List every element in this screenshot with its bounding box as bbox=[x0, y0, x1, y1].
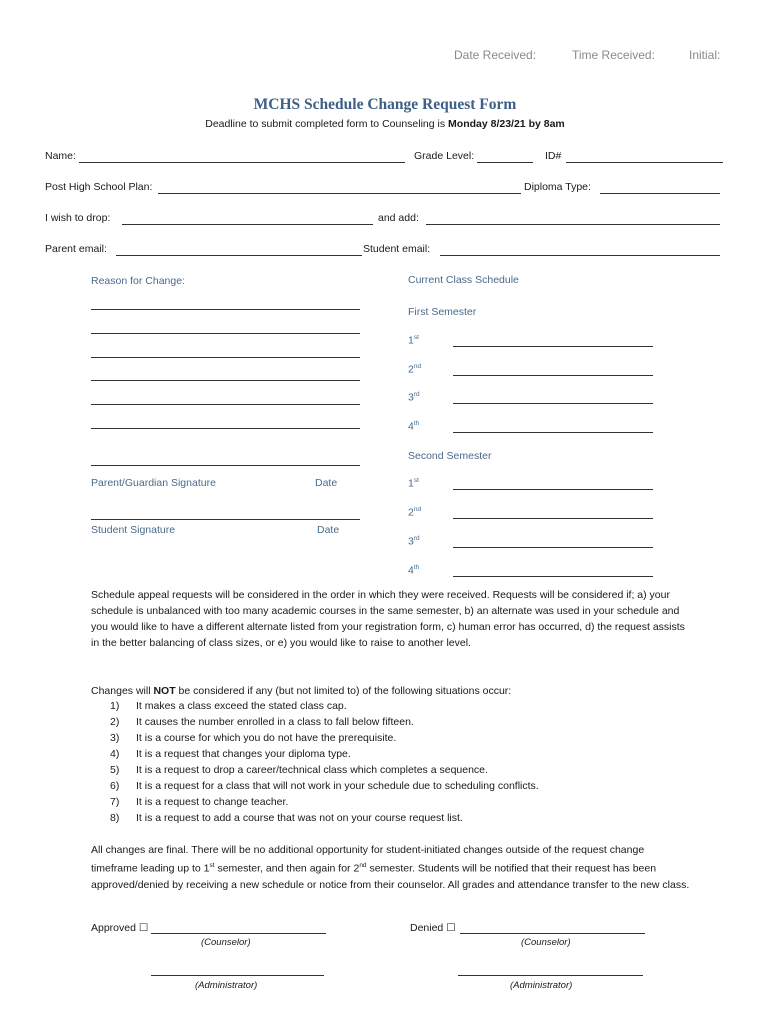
denied-label: Denied ☐ bbox=[410, 922, 456, 934]
student-signature-label: Student Signature bbox=[91, 524, 176, 536]
reason-line-3[interactable] bbox=[91, 357, 360, 358]
second-period-1-field[interactable] bbox=[453, 489, 653, 490]
name-label: Name: bbox=[45, 150, 76, 162]
student-email-field[interactable] bbox=[440, 255, 720, 256]
second-period-3-label: 3rd bbox=[408, 535, 420, 548]
first-period-4-field[interactable] bbox=[453, 432, 653, 433]
first-semester-label: First Semester bbox=[408, 306, 477, 318]
reason-line-5[interactable] bbox=[91, 404, 360, 405]
reason-line-2[interactable] bbox=[91, 333, 360, 334]
list-item: 3) It is a course for which you do not have the prerequisite. bbox=[110, 732, 397, 744]
student-date-label: Date bbox=[317, 524, 340, 536]
add-field[interactable] bbox=[426, 224, 720, 225]
page-title: MCHS Schedule Change Request Form bbox=[253, 96, 517, 113]
list-item: 1) It makes a class exceed the stated class cap. bbox=[110, 700, 347, 712]
id-label: ID# bbox=[545, 150, 562, 162]
second-period-4-label: 4th bbox=[408, 564, 420, 577]
parent-email-field[interactable] bbox=[116, 255, 362, 256]
first-period-4-label: 4th bbox=[408, 420, 420, 433]
second-period-4-field[interactable] bbox=[453, 576, 653, 577]
drop-field[interactable] bbox=[122, 224, 373, 225]
denied-admin-line[interactable] bbox=[458, 975, 643, 976]
deadline-prefix: Deadline to submit completed form to Counseling is bbox=[205, 118, 449, 130]
approved-checkbox[interactable]: ☐ bbox=[138, 922, 149, 934]
list-item: 6) It is a request for a class that will not work in your schedule due to scheduling conflicts. bbox=[110, 780, 539, 792]
second-period-2-label: 2nd bbox=[408, 506, 422, 519]
parent-signature-line[interactable] bbox=[91, 465, 360, 466]
drop-label: I wish to drop: bbox=[45, 212, 111, 224]
list-item: 2) It causes the number enrolled in a class to fall below fifteen. bbox=[110, 716, 414, 728]
first-period-3-label: 3rd bbox=[408, 391, 420, 404]
denied-counselor-label: (Counselor) bbox=[521, 937, 571, 948]
deadline-text bbox=[0, 118, 770, 130]
student-signature-line[interactable] bbox=[91, 519, 360, 520]
approved-admin-label: (Administrator) bbox=[195, 980, 258, 991]
student-email-label: Student email: bbox=[363, 243, 431, 255]
add-label: and add: bbox=[378, 212, 419, 224]
reason-line-1[interactable] bbox=[91, 309, 360, 310]
time-received-label: Time Received: bbox=[572, 48, 655, 62]
final-paragraph: All changes are final. There will be no additional opportunity for student-initiated changes outside of the request change timeframe leading up to 1st semester, and then again for 2nd semester. Students will be notified that their request has been approved/denied by receiving a new schedule or notice from their counselor. All grades and attendance transfer to the new class. bbox=[91, 844, 690, 891]
denied-admin-label: (Administrator) bbox=[510, 980, 573, 991]
first-period-1-label: 1st bbox=[408, 334, 419, 347]
reason-line-6[interactable] bbox=[91, 428, 360, 429]
list-item: 8) It is a request to add a course that was not on your course request list. bbox=[110, 812, 463, 824]
date-received-label: Date Received: bbox=[454, 48, 537, 62]
diploma-label: Diploma Type: bbox=[524, 181, 591, 193]
post-hs-label: Post High School Plan: bbox=[45, 181, 153, 193]
reason-label: Reason for Change: bbox=[91, 275, 185, 287]
first-period-2-label: 2nd bbox=[408, 363, 422, 376]
grade-label: Grade Level: bbox=[414, 150, 475, 162]
approved-label: Approved ☐ bbox=[91, 922, 149, 934]
deadline-date: Monday 8/23/21 by 8am bbox=[448, 118, 565, 130]
grade-field[interactable] bbox=[477, 162, 533, 163]
id-field[interactable] bbox=[566, 162, 723, 163]
diploma-field[interactable] bbox=[600, 193, 720, 194]
second-period-2-field[interactable] bbox=[453, 518, 653, 519]
parent-email-label: Parent email: bbox=[45, 243, 107, 255]
list-item: 7) It is a request to change teacher. bbox=[110, 796, 289, 808]
appeal-paragraph: Schedule appeal requests will be considered in the order in which they were received. Requests will be considered if; a) your schedule is unbalanced with too many academic courses in the same semester, b) an alternate was used in your schedule and you would like to have a different alternate listed from your registration form, c) human error has occurred, d) the request assists in the better balancing of class sizes, or e) you would like to raise to another level. bbox=[91, 589, 685, 649]
denied-counselor-line[interactable] bbox=[460, 933, 645, 934]
changes-list bbox=[110, 698, 539, 826]
denied-checkbox[interactable]: ☐ bbox=[446, 922, 456, 934]
list-item: 5) It is a request to drop a career/technical class which completes a sequence. bbox=[110, 764, 488, 776]
first-period-3-field[interactable] bbox=[453, 403, 653, 404]
name-field[interactable] bbox=[79, 162, 405, 163]
post-hs-field[interactable] bbox=[158, 193, 521, 194]
parent-date-label: Date bbox=[315, 477, 338, 489]
second-period-3-field[interactable] bbox=[453, 547, 653, 548]
second-period-1-label: 1st bbox=[408, 477, 419, 490]
second-semester-label: Second Semester bbox=[408, 450, 492, 462]
first-period-1-field[interactable] bbox=[453, 346, 653, 347]
reason-line-4[interactable] bbox=[91, 380, 360, 381]
approved-counselor-line[interactable] bbox=[151, 933, 326, 934]
parent-signature-label: Parent/Guardian Signature bbox=[91, 477, 216, 489]
approved-counselor-label: (Counselor) bbox=[201, 937, 251, 948]
list-item: 4) It is a request that changes your diploma type. bbox=[110, 748, 351, 760]
changes-intro: Changes will NOT be considered if any (but not limited to) of the following situations occur: bbox=[91, 685, 512, 697]
schedule-title: Current Class Schedule bbox=[408, 274, 519, 286]
approved-admin-line[interactable] bbox=[151, 975, 324, 976]
initial-label: Initial: bbox=[689, 48, 721, 62]
first-period-2-field[interactable] bbox=[453, 375, 653, 376]
